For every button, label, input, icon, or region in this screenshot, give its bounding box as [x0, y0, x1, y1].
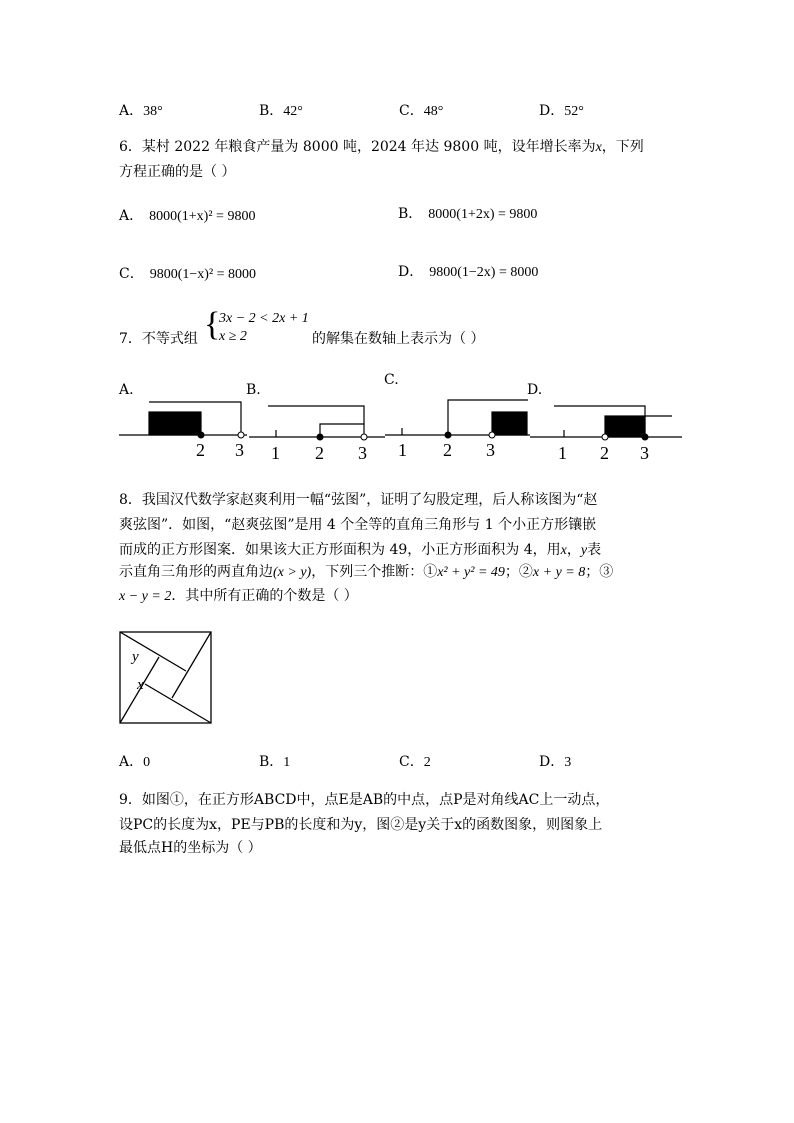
q8-option-d: D．3 — [539, 754, 572, 770]
q9-stem-line2: 设PC的长度为x，PE与PB的长度和为y，图②是y关于x的函数图象，则图象上 — [119, 817, 603, 833]
q6-option-c: C． 9800(1−x)² = 8000 — [119, 266, 257, 282]
q7-c-tick-2: 2 — [443, 440, 452, 460]
q7-label-c: C. — [384, 372, 399, 388]
q7-brace: { — [204, 306, 221, 343]
q7-label-b: B. — [246, 382, 261, 398]
q7-label-a: A. — [119, 382, 134, 398]
q5-option-b: B．42° — [259, 103, 303, 119]
q7-inequality-1: 3x − 2 < 2x + 1 — [219, 311, 309, 326]
figure-x-label: x — [137, 677, 144, 693]
q7-a-tick-2: 2 — [196, 440, 205, 460]
q8-option-b: B．1 — [259, 754, 291, 770]
q7-a-tick-3: 3 — [235, 440, 244, 460]
q7-b-tick-1: 1 — [271, 443, 280, 463]
zhao-shuang-figure — [119, 631, 213, 725]
q6-stem-line1: 6．某村 2022 年粮食产量为 8000 吨，2024 年达 9800 吨，设年增长率为x，下列 — [119, 139, 644, 155]
q6-option-a: A． 8000(1+x)² = 9800 — [119, 208, 256, 224]
q7-number-lines — [0, 0, 794, 480]
q7-label-d: D. — [527, 382, 543, 398]
q7-inequality-2: x ≥ 2 — [219, 329, 247, 344]
q7-c-tick-3: 3 — [486, 440, 495, 460]
q8-option-a: A．0 — [119, 754, 151, 770]
q8-stem-line4: 示直角三角形的两直角边(x > y)，下列三个推断：①x² + y² = 49；②x + y = 8；③ — [119, 564, 614, 580]
q9-stem-line3: 最低点H的坐标为（ ） — [119, 840, 262, 856]
q7-b-tick-2: 2 — [315, 443, 324, 463]
q7-d-tick-3: 3 — [640, 443, 649, 463]
q7-d-tick-1: 1 — [558, 443, 567, 463]
q8-stem-line2: 爽弦图”．如图，“赵爽弦图”是用 4 个全等的直角三角形与 1 个小正方形镶嵌 — [119, 517, 597, 533]
q7-d-tick-2: 2 — [600, 443, 609, 463]
q8-stem-line1: 8．我国汉代数学家赵爽利用一幅“弦图”，证明了勾股定理，后人称该图为“赵 — [119, 492, 598, 508]
q7-prefix: 7．不等式组 — [119, 331, 198, 347]
q6-stem-line2: 方程正确的是（ ） — [119, 164, 236, 180]
q8-stem-line3: 而成的正方形图案．如果该大正方形面积为 49，小正方形面积为 4，用x，y表 — [119, 542, 602, 558]
q5-option-c: C．48° — [399, 103, 444, 119]
q6-option-b: B． 8000(1+2x) = 9800 — [398, 206, 538, 222]
q8-option-c: C．2 — [399, 754, 431, 770]
q6-option-d: D． 9800(1−2x) = 8000 — [398, 264, 539, 280]
q7-c-tick-1: 1 — [398, 440, 407, 460]
q9-stem-line1: 9．如图①，在正方形ABCD中，点E是AB的中点，点P是对角线AC上一动点， — [119, 792, 610, 808]
q5-option-a: A．38° — [119, 103, 163, 119]
q8-stem-line5: x − y = 2．其中所有正确的个数是（ ） — [119, 588, 358, 604]
q7-suffix: 的解集在数轴上表示为（ ） — [312, 331, 485, 347]
q7-b-tick-3: 3 — [358, 443, 367, 463]
q5-option-d: D．52° — [539, 103, 584, 119]
figure-y-label: y — [132, 649, 139, 665]
